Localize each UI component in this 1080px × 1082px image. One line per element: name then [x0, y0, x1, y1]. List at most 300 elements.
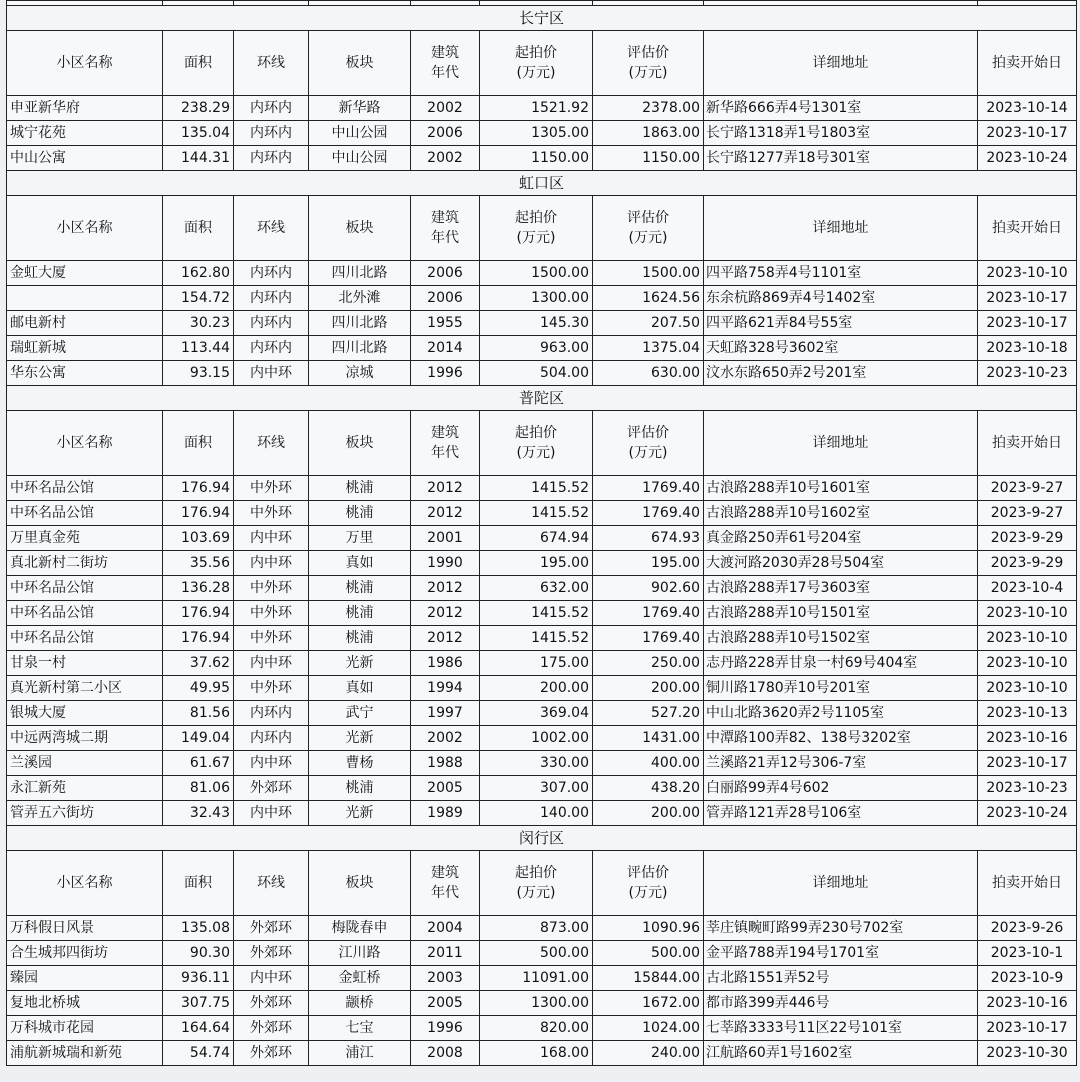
cell-name: 永汇新苑 [7, 776, 163, 801]
cell-area: 176.94 [163, 601, 234, 626]
cell-date: 2023-9-29 [978, 526, 1077, 551]
header-name: 小区名称 [7, 31, 163, 96]
cell-name: 甘泉一村 [7, 651, 163, 676]
table-row [7, 551, 1077, 576]
cell-name: 兰溪园 [7, 751, 163, 776]
cell-year: 2005 [411, 776, 480, 801]
cell-date: 2023-9-26 [978, 916, 1077, 941]
cell-block: 光新 [309, 651, 411, 676]
cell-address: 中潭路100弄82、138号3202室 [704, 726, 978, 751]
table-row [7, 601, 1077, 626]
cell-year: 2012 [411, 501, 480, 526]
cell-area: 81.56 [163, 701, 234, 726]
cell-date: 2023-10-17 [978, 1016, 1077, 1041]
cell-address: 古浪路288弄10号1601室 [704, 476, 978, 501]
header-start-price: 起拍价 (万元) [480, 31, 593, 96]
header-name: 小区名称 [7, 196, 163, 261]
cell-eval-price: 207.50 [593, 311, 704, 336]
cell-year: 1989 [411, 801, 480, 826]
cell-date: 2023-10-1 [978, 941, 1077, 966]
cell-ring: 中外环 [234, 476, 309, 501]
header-area: 面积 [163, 196, 234, 261]
cell-start-price: 369.04 [480, 701, 593, 726]
cell-ring: 内中环 [234, 651, 309, 676]
cell-start-price: 1002.00 [480, 726, 593, 751]
cell-block: 曹杨 [309, 751, 411, 776]
cell-area: 307.75 [163, 991, 234, 1016]
header-eval-price: 评估价 (万元) [593, 31, 704, 96]
header-area: 面积 [163, 31, 234, 96]
cell-date: 2023-10-30 [978, 1041, 1077, 1066]
cell-year: 2012 [411, 626, 480, 651]
cell-address: 古浪路288弄10号1602室 [704, 501, 978, 526]
cell-date: 2023-9-27 [978, 501, 1077, 526]
cell-ring: 内中环 [234, 751, 309, 776]
cell-ring: 外郊环 [234, 991, 309, 1016]
cell-year: 1996 [411, 1016, 480, 1041]
cell-ring: 内环内 [234, 96, 309, 121]
cell-date: 2023-9-29 [978, 551, 1077, 576]
cell-eval-price: 1024.00 [593, 1016, 704, 1041]
header-area: 面积 [163, 851, 234, 916]
cell-address: 莘庄镇畹町路99弄230号702室 [704, 916, 978, 941]
cell-area: 113.44 [163, 336, 234, 361]
cell-block: 七宝 [309, 1016, 411, 1041]
cell-eval-price: 438.20 [593, 776, 704, 801]
cell-date: 2023-10-10 [978, 261, 1077, 286]
cell-block: 桃浦 [309, 476, 411, 501]
cell-year: 1986 [411, 651, 480, 676]
cell-start-price: 873.00 [480, 916, 593, 941]
auction-listing-sheet [6, 0, 1076, 1066]
header-ring: 环线 [234, 31, 309, 96]
table-row [7, 311, 1077, 336]
cell-year: 2003 [411, 966, 480, 991]
cell-eval-price: 200.00 [593, 676, 704, 701]
cell-ring: 内环内 [234, 336, 309, 361]
cell-name: 银城大厦 [7, 701, 163, 726]
cell-address: 管弄路121弄28号106室 [704, 801, 978, 826]
cell-area: 103.69 [163, 526, 234, 551]
table-row [7, 651, 1077, 676]
header-year: 建筑 年代 [411, 31, 480, 96]
cell-eval-price: 1375.04 [593, 336, 704, 361]
cell-name: 复地北桥城 [7, 991, 163, 1016]
cell-area: 176.94 [163, 501, 234, 526]
cell-address: 古浪路288弄10号1501室 [704, 601, 978, 626]
cell-eval-price: 400.00 [593, 751, 704, 776]
cell-ring: 外郊环 [234, 776, 309, 801]
cell-address: 古浪路288弄10号1502室 [704, 626, 978, 651]
cell-address: 四平路758弄4号1101室 [704, 261, 978, 286]
district-row [7, 171, 1077, 196]
cell-year: 1997 [411, 701, 480, 726]
cell-block: 凉城 [309, 361, 411, 386]
header-date: 拍卖开始日 [978, 851, 1077, 916]
cell-ring: 内环内 [234, 146, 309, 171]
cell-block: 四川北路 [309, 311, 411, 336]
cell-block: 四川北路 [309, 336, 411, 361]
cell-year: 2006 [411, 286, 480, 311]
cell-eval-price: 2378.00 [593, 96, 704, 121]
column-header-row [7, 196, 1077, 261]
cell-area: 49.95 [163, 676, 234, 701]
cell-name: 浦航新城瑞和新苑 [7, 1041, 163, 1066]
cell-ring: 中外环 [234, 601, 309, 626]
cell-date: 2023-10-10 [978, 651, 1077, 676]
cell-eval-price: 240.00 [593, 1041, 704, 1066]
header-area: 面积 [163, 411, 234, 476]
cell-name: 万科假日风景 [7, 916, 163, 941]
cell-year: 2011 [411, 941, 480, 966]
table-row [7, 501, 1077, 526]
cell-year: 1955 [411, 311, 480, 336]
table-row [7, 1041, 1077, 1066]
table-row [7, 146, 1077, 171]
header-name: 小区名称 [7, 851, 163, 916]
cell-start-price: 963.00 [480, 336, 593, 361]
cell-year: 2005 [411, 991, 480, 1016]
cell-area: 37.62 [163, 651, 234, 676]
cell-date: 2023-10-24 [978, 801, 1077, 826]
cell-year: 2004 [411, 916, 480, 941]
cell-ring: 外郊环 [234, 941, 309, 966]
cell-block: 四川北路 [309, 261, 411, 286]
cell-area: 176.94 [163, 476, 234, 501]
table-row [7, 701, 1077, 726]
cell-date: 2023-10-14 [978, 96, 1077, 121]
cell-ring: 内环内 [234, 261, 309, 286]
header-ring: 环线 [234, 196, 309, 261]
cell-start-price: 11091.00 [480, 966, 593, 991]
table-row [7, 916, 1077, 941]
cell-eval-price: 1769.40 [593, 501, 704, 526]
district-title: 虹口区 [7, 171, 1077, 196]
table-row [7, 286, 1077, 311]
cell-year: 1996 [411, 361, 480, 386]
cell-address: 东余杭路869弄4号1402室 [704, 286, 978, 311]
header-year: 建筑 年代 [411, 411, 480, 476]
header-date: 拍卖开始日 [978, 411, 1077, 476]
cell-area: 238.29 [163, 96, 234, 121]
header-eval-price: 评估价 (万元) [593, 851, 704, 916]
cell-ring: 内中环 [234, 526, 309, 551]
cell-eval-price: 15844.00 [593, 966, 704, 991]
cell-block: 光新 [309, 726, 411, 751]
cell-date: 2023-10-17 [978, 751, 1077, 776]
header-ring: 环线 [234, 851, 309, 916]
cell-start-price: 1500.00 [480, 261, 593, 286]
cell-start-price: 504.00 [480, 361, 593, 386]
cell-area: 144.31 [163, 146, 234, 171]
cell-year: 2012 [411, 576, 480, 601]
header-block: 板块 [309, 31, 411, 96]
cell-start-price: 1415.52 [480, 601, 593, 626]
cell-start-price: 140.00 [480, 801, 593, 826]
cell-area: 35.56 [163, 551, 234, 576]
cell-eval-price: 1769.40 [593, 601, 704, 626]
cell-year: 2002 [411, 96, 480, 121]
cell-block: 北外滩 [309, 286, 411, 311]
cell-ring: 中外环 [234, 626, 309, 651]
cell-area: 164.64 [163, 1016, 234, 1041]
header-eval-price: 评估价 (万元) [593, 196, 704, 261]
cell-area: 154.72 [163, 286, 234, 311]
cell-eval-price: 674.93 [593, 526, 704, 551]
header-year: 建筑 年代 [411, 196, 480, 261]
cell-start-price: 1415.52 [480, 501, 593, 526]
cell-eval-price: 902.60 [593, 576, 704, 601]
cell-address: 中山北路3620弄2号1105室 [704, 701, 978, 726]
cell-name [7, 286, 163, 311]
table-row [7, 576, 1077, 601]
cell-eval-price: 195.00 [593, 551, 704, 576]
cell-date: 2023-10-10 [978, 676, 1077, 701]
cell-block: 桃浦 [309, 626, 411, 651]
cell-name: 邮电新村 [7, 311, 163, 336]
cell-area: 162.80 [163, 261, 234, 286]
header-address: 详细地址 [704, 411, 978, 476]
cell-ring: 内中环 [234, 551, 309, 576]
cell-area: 136.28 [163, 576, 234, 601]
cell-name: 万科城市花园 [7, 1016, 163, 1041]
header-start-price: 起拍价 (万元) [480, 851, 593, 916]
cell-year: 2014 [411, 336, 480, 361]
cell-date: 2023-10-16 [978, 991, 1077, 1016]
cell-block: 新华路 [309, 96, 411, 121]
cell-ring: 内环内 [234, 286, 309, 311]
cell-name: 中环名品公馆 [7, 626, 163, 651]
cell-start-price: 330.00 [480, 751, 593, 776]
cell-year: 1994 [411, 676, 480, 701]
cell-area: 32.43 [163, 801, 234, 826]
cell-name: 真光新村第二小区 [7, 676, 163, 701]
cell-block: 颛桥 [309, 991, 411, 1016]
cell-area: 93.15 [163, 361, 234, 386]
cell-start-price: 1415.52 [480, 476, 593, 501]
cell-address: 大渡河路2030弄28号504室 [704, 551, 978, 576]
cell-address: 新华路666弄4号1301室 [704, 96, 978, 121]
table-row [7, 941, 1077, 966]
cell-ring: 中外环 [234, 676, 309, 701]
header-address: 详细地址 [704, 196, 978, 261]
table-row [7, 801, 1077, 826]
header-year: 建筑 年代 [411, 851, 480, 916]
cell-date: 2023-10-17 [978, 286, 1077, 311]
cell-start-price: 200.00 [480, 676, 593, 701]
cell-block: 真如 [309, 676, 411, 701]
cell-address: 汶水东路650弄2号201室 [704, 361, 978, 386]
table-row [7, 121, 1077, 146]
cell-name: 中环名品公馆 [7, 576, 163, 601]
cell-start-price: 307.00 [480, 776, 593, 801]
cell-address: 兰溪路21弄12号306-7室 [704, 751, 978, 776]
district-title: 长宁区 [7, 6, 1077, 31]
cell-block: 桃浦 [309, 776, 411, 801]
header-block: 板块 [309, 851, 411, 916]
header-date: 拍卖开始日 [978, 196, 1077, 261]
cell-name: 中山公寓 [7, 146, 163, 171]
auction-table [6, 0, 1077, 1066]
cell-area: 54.74 [163, 1041, 234, 1066]
cell-ring: 中外环 [234, 501, 309, 526]
cell-ring: 中外环 [234, 576, 309, 601]
cell-year: 1988 [411, 751, 480, 776]
header-name: 小区名称 [7, 411, 163, 476]
district-title: 闵行区 [7, 826, 1077, 851]
header-eval-price: 评估价 (万元) [593, 411, 704, 476]
cell-start-price: 500.00 [480, 941, 593, 966]
cell-year: 2001 [411, 526, 480, 551]
header-block: 板块 [309, 196, 411, 261]
cell-name: 万里真金苑 [7, 526, 163, 551]
cell-ring: 内环内 [234, 121, 309, 146]
cell-address: 江航路60弄1号1602室 [704, 1041, 978, 1066]
cell-address: 志丹路228弄甘泉一村69号404室 [704, 651, 978, 676]
cell-name: 臻园 [7, 966, 163, 991]
cell-year: 2006 [411, 121, 480, 146]
cell-address: 长宁路1318弄1号1803室 [704, 121, 978, 146]
cell-block: 中山公园 [309, 146, 411, 171]
cell-area: 936.11 [163, 966, 234, 991]
cell-block: 江川路 [309, 941, 411, 966]
cell-block: 真如 [309, 551, 411, 576]
cell-eval-price: 1863.00 [593, 121, 704, 146]
cell-address: 天虹路328号3602室 [704, 336, 978, 361]
cell-ring: 内中环 [234, 801, 309, 826]
cell-name: 中环名品公馆 [7, 501, 163, 526]
table-row [7, 336, 1077, 361]
column-header-row [7, 851, 1077, 916]
cell-start-price: 632.00 [480, 576, 593, 601]
table-row [7, 726, 1077, 751]
cell-eval-price: 1769.40 [593, 626, 704, 651]
cell-start-price: 674.94 [480, 526, 593, 551]
cell-eval-price: 1150.00 [593, 146, 704, 171]
table-row [7, 261, 1077, 286]
cell-start-price: 1300.00 [480, 286, 593, 311]
cell-eval-price: 527.20 [593, 701, 704, 726]
table-row [7, 476, 1077, 501]
cell-name: 申亚新华府 [7, 96, 163, 121]
auction-table-body [7, 1, 1077, 1066]
cell-eval-price: 250.00 [593, 651, 704, 676]
cell-date: 2023-10-10 [978, 601, 1077, 626]
cell-ring: 外郊环 [234, 916, 309, 941]
cell-name: 金虹大厦 [7, 261, 163, 286]
cell-area: 135.04 [163, 121, 234, 146]
cell-year: 2012 [411, 601, 480, 626]
cell-date: 2023-10-13 [978, 701, 1077, 726]
cell-eval-price: 200.00 [593, 801, 704, 826]
cell-address: 铜川路1780弄10号201室 [704, 676, 978, 701]
cell-start-price: 820.00 [480, 1016, 593, 1041]
cell-date: 2023-10-17 [978, 311, 1077, 336]
cell-date: 2023-10-23 [978, 361, 1077, 386]
cell-address: 都市路399弄446号 [704, 991, 978, 1016]
cell-block: 浦江 [309, 1041, 411, 1066]
cell-ring: 内环内 [234, 701, 309, 726]
cell-block: 中山公园 [309, 121, 411, 146]
cell-name: 中远两湾城二期 [7, 726, 163, 751]
cell-address: 白丽路99弄4号602 [704, 776, 978, 801]
cell-year: 2006 [411, 261, 480, 286]
cell-area: 90.30 [163, 941, 234, 966]
column-header-row [7, 411, 1077, 476]
cell-date: 2023-10-17 [978, 121, 1077, 146]
cell-name: 真北新村二街坊 [7, 551, 163, 576]
table-row [7, 1016, 1077, 1041]
cell-start-price: 1415.52 [480, 626, 593, 651]
cell-start-price: 175.00 [480, 651, 593, 676]
cell-eval-price: 1769.40 [593, 476, 704, 501]
cell-address: 七莘路3333号11区22号101室 [704, 1016, 978, 1041]
cell-name: 城宁花苑 [7, 121, 163, 146]
cell-block: 桃浦 [309, 601, 411, 626]
cell-eval-price: 1090.96 [593, 916, 704, 941]
cell-address: 四平路621弄84号55室 [704, 311, 978, 336]
cell-year: 2002 [411, 726, 480, 751]
cell-area: 61.67 [163, 751, 234, 776]
table-row [7, 966, 1077, 991]
cell-name: 华东公寓 [7, 361, 163, 386]
header-ring: 环线 [234, 411, 309, 476]
cell-start-price: 145.30 [480, 311, 593, 336]
table-row [7, 751, 1077, 776]
cell-ring: 内环内 [234, 311, 309, 336]
cell-date: 2023-10-24 [978, 146, 1077, 171]
table-row [7, 526, 1077, 551]
header-address: 详细地址 [704, 31, 978, 96]
cell-area: 135.08 [163, 916, 234, 941]
table-row [7, 96, 1077, 121]
cell-name: 中环名品公馆 [7, 601, 163, 626]
header-block: 板块 [309, 411, 411, 476]
cell-block: 光新 [309, 801, 411, 826]
cell-eval-price: 1624.56 [593, 286, 704, 311]
cell-start-price: 1305.00 [480, 121, 593, 146]
cell-ring: 内环内 [234, 726, 309, 751]
cell-name: 合生城邦四街坊 [7, 941, 163, 966]
cell-date: 2023-10-16 [978, 726, 1077, 751]
cell-ring: 外郊环 [234, 1041, 309, 1066]
cell-block: 桃浦 [309, 501, 411, 526]
cell-address: 真金路250弄61号204室 [704, 526, 978, 551]
district-row [7, 826, 1077, 851]
table-row [7, 676, 1077, 701]
cell-address: 长宁路1277弄18号301室 [704, 146, 978, 171]
cell-date: 2023-10-23 [978, 776, 1077, 801]
header-address: 详细地址 [704, 851, 978, 916]
table-row [7, 776, 1077, 801]
cell-address: 古浪路288弄17号3603室 [704, 576, 978, 601]
cell-start-price: 168.00 [480, 1041, 593, 1066]
cell-eval-price: 500.00 [593, 941, 704, 966]
cell-area: 149.04 [163, 726, 234, 751]
district-row [7, 6, 1077, 31]
cell-year: 1990 [411, 551, 480, 576]
cell-date: 2023-9-27 [978, 476, 1077, 501]
cell-name: 中环名品公馆 [7, 476, 163, 501]
cell-ring: 内中环 [234, 361, 309, 386]
cell-date: 2023-10-9 [978, 966, 1077, 991]
cell-ring: 内中环 [234, 966, 309, 991]
cell-eval-price: 1500.00 [593, 261, 704, 286]
header-start-price: 起拍价 (万元) [480, 411, 593, 476]
cell-name: 瑞虹新城 [7, 336, 163, 361]
cell-year: 2012 [411, 476, 480, 501]
cell-block: 万里 [309, 526, 411, 551]
